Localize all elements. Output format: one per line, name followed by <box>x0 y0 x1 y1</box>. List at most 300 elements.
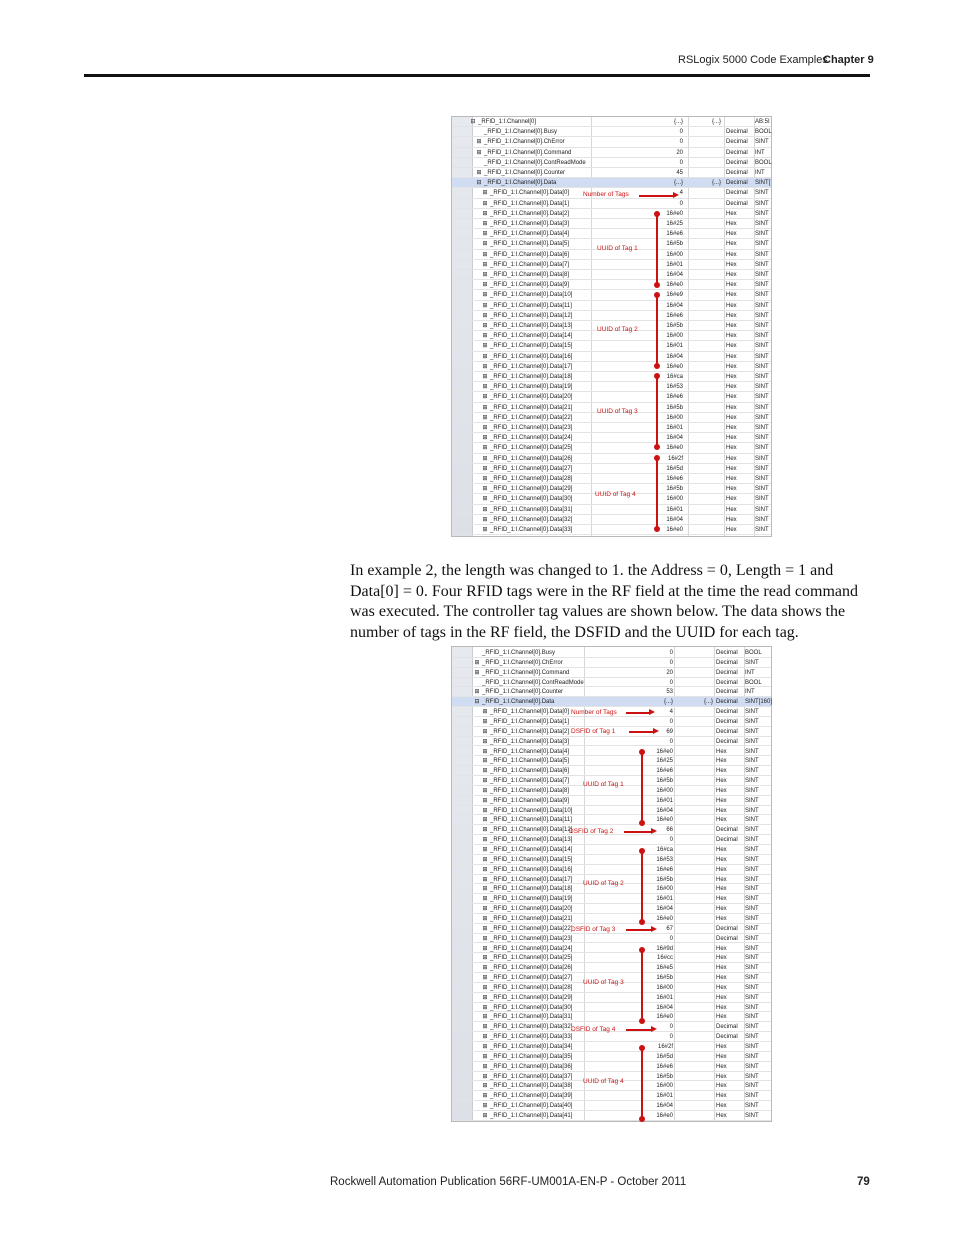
tag-style: Hex <box>726 404 737 411</box>
tag-style: Hex <box>716 1004 727 1011</box>
tag-row[interactable] <box>452 687 771 697</box>
expand-toggle-icon[interactable]: ⊞ <box>482 476 488 482</box>
tag-name: _RFID_1:I.Channel[0].Data[4] <box>490 748 570 755</box>
tag-data-type: SINT <box>745 1093 759 1100</box>
tag-style: Hex <box>716 1014 727 1021</box>
tag-value: 16#04 <box>656 1004 673 1011</box>
tag-value: 69 <box>666 728 673 735</box>
tag-data-type: SINT <box>755 465 769 472</box>
tag-row[interactable] <box>452 1091 771 1101</box>
tag-style: Hex <box>726 465 737 472</box>
tag-name: _RFID_1:I.Channel[0].Command <box>484 149 572 156</box>
tag-name: _RFID_1:I.Channel[0].Command <box>482 669 570 676</box>
expand-toggle-icon[interactable]: ⊞ <box>474 659 480 666</box>
tag-value: 67 <box>666 925 673 932</box>
tag-row[interactable] <box>452 137 771 147</box>
tag-row[interactable] <box>452 199 771 209</box>
tag-name: _RFID_1:I.Channel[0].Data[6] <box>490 251 570 258</box>
expand-toggle-icon[interactable]: ⊞ <box>482 876 488 883</box>
tag-row[interactable] <box>452 229 771 239</box>
tag-name: _RFID_1:I.Channel[0].ChError <box>484 139 565 146</box>
tag-data-type: BOOL <box>745 650 762 656</box>
tag-row[interactable] <box>452 362 771 372</box>
tag-style: Hex <box>716 787 727 794</box>
tag-row[interactable] <box>452 158 771 168</box>
tag-row[interactable] <box>452 934 771 944</box>
tag-row[interactable] <box>452 454 771 464</box>
expand-toggle-icon[interactable]: ⊞ <box>482 718 488 725</box>
expand-toggle-icon[interactable]: ⊞ <box>482 738 488 745</box>
tag-style: Decimal <box>726 139 748 146</box>
tag-style: Hex <box>716 817 727 824</box>
tag-row[interactable] <box>452 168 771 178</box>
expand-toggle-icon[interactable]: ⊞ <box>482 394 488 401</box>
tag-row[interactable] <box>452 280 771 290</box>
tag-data-type: SINT <box>755 455 769 462</box>
expand-toggle-icon[interactable]: ⊞ <box>482 1034 488 1041</box>
expand-toggle-icon[interactable]: ⊞ <box>482 1014 488 1021</box>
expand-toggle-icon[interactable] <box>475 158 483 168</box>
tag-row[interactable] <box>452 127 771 137</box>
tag-value: 16#04 <box>666 272 683 278</box>
annotation-arrow <box>626 1029 652 1031</box>
tag-row[interactable] <box>452 209 771 219</box>
expand-toggle-icon[interactable]: ⊞ <box>482 302 488 309</box>
tag-row[interactable] <box>452 865 771 875</box>
tag-row[interactable] <box>452 855 771 865</box>
expand-toggle-icon[interactable]: ⊞ <box>474 689 480 696</box>
expand-toggle-icon[interactable]: ⊞ <box>482 709 488 716</box>
tag-data-type: SINT <box>755 363 769 370</box>
page-number: 79 <box>857 1176 870 1188</box>
tag-value: 16#04 <box>666 302 683 309</box>
tag-row[interactable] <box>452 1042 771 1052</box>
tag-row[interactable] <box>452 648 771 658</box>
tag-row[interactable] <box>452 806 771 816</box>
tag-style: Hex <box>716 778 727 785</box>
expand-toggle-icon[interactable]: ⊞ <box>482 190 488 197</box>
tag-value: 0 <box>669 679 673 686</box>
expand-toggle-icon[interactable]: ⊞ <box>482 527 488 533</box>
tag-name: _RFID_1:I.Channel[0].Data[22] <box>490 925 573 932</box>
tag-value: 16#00 <box>656 1083 673 1090</box>
expand-toggle-icon[interactable]: ⊞ <box>482 817 488 824</box>
tag-row[interactable] <box>452 341 771 351</box>
expand-toggle-icon[interactable]: ⊞ <box>482 1004 488 1011</box>
expand-toggle-icon[interactable]: ⊞ <box>476 170 482 176</box>
tag-row[interactable] <box>452 1032 771 1042</box>
expand-toggle-icon[interactable]: ⊞ <box>482 1083 488 1090</box>
tag-style: Decimal <box>716 679 738 686</box>
tag-row[interactable] <box>452 953 771 963</box>
expand-toggle-icon[interactable]: ⊞ <box>482 837 488 844</box>
tag-data-type: SINT <box>755 241 769 248</box>
tag-data-type: INT <box>745 689 755 696</box>
tag-row[interactable] <box>452 515 771 525</box>
tag-row[interactable] <box>452 904 771 914</box>
tag-data-type: SINT <box>745 935 759 942</box>
tag-style: Decimal <box>716 650 738 656</box>
tag-row[interactable] <box>452 352 771 362</box>
expand-toggle-icon[interactable]: ⊞ <box>482 787 488 794</box>
expand-toggle-icon[interactable]: ⊞ <box>482 1093 488 1100</box>
tag-data-type: SINT <box>755 527 769 533</box>
expand-toggle-icon[interactable]: ⊞ <box>482 925 488 932</box>
expand-toggle-icon[interactable]: ⊞ <box>482 435 488 442</box>
tag-value: 16#5b <box>666 323 683 329</box>
tag-name: _RFID_1:I.Channel[0].Data[38] <box>490 1083 573 1090</box>
expand-toggle-icon[interactable]: ⊞ <box>482 241 488 248</box>
expand-toggle-icon[interactable]: ⊞ <box>482 984 488 991</box>
expand-toggle-icon[interactable] <box>473 648 481 658</box>
expand-toggle-icon[interactable]: ⊞ <box>482 210 488 217</box>
tag-name: _RFID_1:I.Channel[0].Data[33] <box>490 527 573 533</box>
tag-data-type: SINT <box>745 748 759 755</box>
tag-row[interactable] <box>452 260 771 270</box>
tag-data-type: SINT <box>755 323 769 329</box>
tag-name: _RFID_1:I.Channel[0].Data[35] <box>490 1053 573 1060</box>
tag-name: _RFID_1:I.Channel[0].Data[39] <box>490 1093 573 1100</box>
tag-style: Hex <box>726 353 737 360</box>
tag-value: 53 <box>666 689 673 696</box>
tag-data-type: BOOL <box>755 129 772 136</box>
tag-style: Hex <box>726 445 737 452</box>
tag-row[interactable] <box>452 1052 771 1062</box>
tag-data-type: SINT <box>745 768 759 775</box>
tag-value: 16#00 <box>656 787 673 794</box>
tag-row[interactable] <box>452 178 771 188</box>
expand-toggle-icon[interactable]: ⊞ <box>482 200 488 207</box>
tag-value: 16#00 <box>666 496 683 503</box>
tag-style: Decimal <box>716 709 738 716</box>
tag-row[interactable] <box>452 678 771 688</box>
tag-name: _RFID_1:I.Channel[0].Data[25] <box>490 445 573 452</box>
tag-data-type: SINT <box>755 251 769 258</box>
tag-row[interactable] <box>452 525 771 535</box>
tag-data-type: SINT <box>745 1014 759 1021</box>
tag-style: Hex <box>716 906 727 913</box>
expand-toggle-icon[interactable] <box>473 678 481 688</box>
expand-toggle-icon[interactable]: ⊞ <box>482 486 488 493</box>
expand-toggle-icon[interactable]: ⊞ <box>482 353 488 360</box>
tag-style: Hex <box>716 994 727 1001</box>
tag-name: _RFID_1:I.Channel[0].Data[22] <box>490 414 573 421</box>
tag-style: Hex <box>716 866 727 873</box>
tag-style: Hex <box>716 807 727 814</box>
controller-tags-screenshot-1 <box>451 116 772 537</box>
tag-style: Hex <box>716 984 727 991</box>
tag-value: 0 <box>669 1034 673 1041</box>
tag-row[interactable] <box>452 148 771 158</box>
tag-row[interactable] <box>452 270 771 280</box>
tag-name: _RFID_1:I.Channel[0].Busy <box>482 650 556 656</box>
tag-row[interactable] <box>452 382 771 392</box>
tag-value: 16#04 <box>656 807 673 814</box>
expand-toggle-icon[interactable]: ⊞ <box>482 425 488 431</box>
tag-name: _RFID_1:I.Channel[0].Data[4] <box>490 231 570 238</box>
tag-row[interactable] <box>452 1111 771 1121</box>
tag-value: 16#cc <box>656 955 673 962</box>
tag-value: 16#2f <box>657 1044 673 1050</box>
tag-style: Hex <box>726 221 737 227</box>
expand-toggle-icon[interactable]: ⊞ <box>482 1063 488 1070</box>
tag-data-type: SINT <box>755 333 769 340</box>
tag-value: 16#04 <box>656 1103 673 1110</box>
annotation-arrow <box>626 712 650 714</box>
tag-row[interactable] <box>452 474 771 484</box>
body-paragraph: In example 2, the length was changed to 1. the Address = 0, Length = 1 and Data[0] = 0. Four RFID tags were in the RF field at the time the read command was executed. The controller tag values are shown below. The data shows the number of tags in the RF field, the DSFID and the UUID for each tag. <box>350 562 859 641</box>
tag-data-type: SINT <box>745 1024 759 1031</box>
expand-toggle-icon[interactable]: ⊞ <box>482 404 488 411</box>
expand-toggle-icon[interactable]: ⊞ <box>476 149 482 156</box>
tag-row[interactable] <box>452 993 771 1003</box>
expand-toggle-icon[interactable]: ⊞ <box>482 445 488 452</box>
tag-row[interactable] <box>452 443 771 453</box>
expand-toggle-icon[interactable]: ⊞ <box>482 975 488 982</box>
tag-data-type: SINT <box>745 856 759 863</box>
tag-value: 16#00 <box>656 886 673 893</box>
expand-toggle-icon[interactable]: ⊞ <box>482 465 488 472</box>
tag-data-type: SINT <box>745 807 759 814</box>
tag-row[interactable] <box>452 372 771 382</box>
tag-data-type: SINT[ <box>755 180 771 187</box>
tag-value: 0 <box>669 718 673 725</box>
tag-style: Hex <box>726 241 737 248</box>
expand-toggle-icon[interactable]: ⊞ <box>482 1044 488 1050</box>
tag-style: Hex <box>726 343 737 350</box>
expand-toggle-icon[interactable]: ⊞ <box>482 363 488 370</box>
expand-toggle-icon[interactable]: ⊞ <box>482 251 488 258</box>
tag-data-type: SINT <box>745 758 759 765</box>
annotation-uuid-tag-2: UUID of Tag 2 <box>583 880 624 887</box>
tag-name: _RFID_1:I.Channel[0].Data[27] <box>490 465 573 472</box>
tag-data-type: SINT <box>745 797 759 804</box>
tag-data-type: SINT <box>745 709 759 716</box>
expand-toggle-icon[interactable]: ⊞ <box>482 1053 488 1060</box>
expand-toggle-icon[interactable]: ⊟ <box>474 699 480 706</box>
tag-row[interactable] <box>452 845 771 855</box>
tag-row[interactable] <box>452 117 771 127</box>
expand-toggle-icon[interactable]: ⊞ <box>482 292 488 299</box>
annotation-uuid-tag-3: UUID of Tag 3 <box>583 979 624 986</box>
tag-data-type: SINT <box>755 394 769 401</box>
expand-toggle-icon[interactable]: ⊞ <box>482 994 488 1001</box>
tag-row[interactable] <box>452 1062 771 1072</box>
tag-name: _RFID_1:I.Channel[0].Data[18] <box>490 374 573 380</box>
tag-value: 16#5b <box>656 778 673 785</box>
expand-toggle-icon[interactable]: ⊞ <box>482 323 488 329</box>
expand-toggle-icon[interactable]: ⊞ <box>482 496 488 503</box>
expand-toggle-icon[interactable]: ⊞ <box>482 374 488 380</box>
expand-toggle-icon[interactable]: ⊞ <box>482 807 488 814</box>
running-header-title: RSLogix 5000 Code Examples <box>678 54 828 66</box>
expand-toggle-icon[interactable]: ⊞ <box>482 915 488 922</box>
expand-toggle-icon[interactable]: ⊞ <box>482 312 488 319</box>
tag-row[interactable] <box>452 658 771 668</box>
annotation-arrow <box>624 831 652 833</box>
tag-name: _RFID_1:I.Channel[0].ContReadMode <box>484 159 586 166</box>
tag-row[interactable] <box>452 668 771 678</box>
tag-name: _RFID_1:I.Channel[0].Data[19] <box>490 896 573 903</box>
tag-style: Decimal <box>716 1024 738 1031</box>
tag-row[interactable] <box>452 796 771 806</box>
tag-row[interactable] <box>452 756 771 766</box>
tag-value: 16#e0 <box>656 817 673 824</box>
expand-toggle-icon[interactable]: ⊞ <box>482 261 488 268</box>
expand-toggle-icon[interactable]: ⊞ <box>482 506 488 513</box>
tag-value: 16#e6 <box>656 866 673 873</box>
tag-style: Hex <box>716 975 727 982</box>
tag-name: _RFID_1:I.Channel[0].Data[26] <box>490 965 573 972</box>
tag-row[interactable] <box>452 392 771 402</box>
expand-toggle-icon[interactable]: ⊞ <box>482 758 488 765</box>
expand-toggle-icon[interactable]: ⊟ <box>476 180 482 187</box>
tag-value: 16#5b <box>656 876 673 883</box>
expand-toggle-icon[interactable]: ⊞ <box>482 272 488 278</box>
expand-toggle-icon[interactable]: ⊞ <box>482 1073 488 1080</box>
tag-style: Decimal <box>716 925 738 932</box>
expand-toggle-icon[interactable]: ⊞ <box>482 896 488 903</box>
tag-row[interactable] <box>452 1003 771 1013</box>
expand-toggle-icon[interactable]: ⊞ <box>482 768 488 775</box>
tag-value: 16#00 <box>666 251 683 258</box>
annotation-uuid-tag-4: UUID of Tag 4 <box>595 491 636 498</box>
tag-row[interactable] <box>452 697 771 707</box>
expand-toggle-icon[interactable]: ⊞ <box>482 343 488 350</box>
tag-style: Decimal <box>716 689 738 696</box>
tag-name: _RFID_1:I.Channel[0].Data[12] <box>490 827 573 834</box>
tag-row[interactable] <box>452 944 771 954</box>
tag-row[interactable] <box>452 464 771 474</box>
tag-value: 16#5b <box>666 241 683 248</box>
expand-toggle-icon[interactable]: ⊞ <box>482 866 488 873</box>
tag-row[interactable] <box>452 290 771 300</box>
tag-row[interactable] <box>452 1012 771 1022</box>
tag-name: _RFID_1:I.Channel[0].Data[34] <box>490 1044 573 1050</box>
tag-row[interactable] <box>452 219 771 229</box>
tag-data-type: BOOL <box>755 159 772 166</box>
tag-row[interactable] <box>452 963 771 973</box>
tag-value: 0 <box>669 1024 673 1031</box>
tag-row[interactable] <box>452 894 771 904</box>
header-rule <box>84 74 870 77</box>
tag-name: _RFID_1:I.Channel[0].Data[17] <box>490 876 573 883</box>
tag-name: _RFID_1:I.Channel[0].Data[30] <box>490 1004 573 1011</box>
expand-toggle-icon[interactable]: ⊞ <box>482 1024 488 1031</box>
expand-toggle-icon[interactable]: ⊞ <box>482 221 488 227</box>
tag-name: _RFID_1:I.Channel[0].Data[28] <box>490 984 573 991</box>
tag-value: 16#2f <box>667 455 683 462</box>
expand-toggle-icon[interactable]: ⊞ <box>482 1112 488 1119</box>
expand-toggle-icon[interactable]: ⊞ <box>482 935 488 942</box>
tag-name: _RFID_1:I.Channel[0].Data <box>484 180 557 187</box>
tag-data-type: SINT <box>745 1103 759 1110</box>
tag-row[interactable] <box>452 311 771 321</box>
tag-data-type: SINT <box>745 1063 759 1070</box>
tag-value: 16#01 <box>656 1093 673 1100</box>
expand-toggle-icon[interactable]: ⊟ <box>470 119 476 125</box>
tag-style: Hex <box>716 1044 727 1050</box>
tag-name: _RFID_1:I.Channel[0].Data[10] <box>490 292 573 299</box>
tag-style: Hex <box>716 1103 727 1110</box>
tag-row[interactable] <box>452 1101 771 1111</box>
tag-row[interactable] <box>452 914 771 924</box>
tag-data-type: INT <box>755 170 765 176</box>
tag-name: _RFID_1:I.Channel[0].Data[16] <box>490 866 573 873</box>
annotation-uuid-tag-3: UUID of Tag 3 <box>597 408 638 415</box>
expand-toggle-icon[interactable]: ⊞ <box>482 797 488 804</box>
tag-row[interactable] <box>452 747 771 757</box>
expand-toggle-icon[interactable] <box>475 127 483 137</box>
tag-row[interactable] <box>452 433 771 443</box>
expand-toggle-icon[interactable]: ⊞ <box>482 1103 488 1110</box>
tag-row[interactable] <box>452 717 771 727</box>
expand-toggle-icon[interactable]: ⊞ <box>482 955 488 962</box>
tag-style: Hex <box>726 302 737 309</box>
expand-toggle-icon[interactable]: ⊞ <box>482 778 488 785</box>
expand-toggle-icon[interactable]: ⊞ <box>482 965 488 972</box>
tag-style: Hex <box>726 516 737 523</box>
expand-toggle-icon[interactable]: ⊞ <box>482 906 488 913</box>
expand-toggle-icon[interactable]: ⊞ <box>482 333 488 340</box>
tag-style: Hex <box>726 435 737 442</box>
expand-toggle-icon[interactable]: ⊞ <box>482 414 488 421</box>
expand-toggle-icon[interactable]: ⊞ <box>482 886 488 893</box>
tag-value: 16#e0 <box>666 527 683 533</box>
tag-style: Hex <box>726 425 737 431</box>
expand-toggle-icon[interactable]: ⊞ <box>482 748 488 755</box>
tag-style: Decimal <box>716 827 738 834</box>
expand-toggle-icon[interactable]: ⊞ <box>474 669 480 676</box>
tag-name: _RFID_1:I.Channel[0].Data[15] <box>490 856 573 863</box>
tag-value: 16#e9 <box>666 292 683 299</box>
tag-value: 66 <box>666 827 673 834</box>
tag-row[interactable] <box>452 737 771 747</box>
tag-row[interactable] <box>452 835 771 845</box>
tag-row[interactable] <box>452 301 771 311</box>
expand-toggle-icon[interactable]: ⊞ <box>482 282 488 289</box>
tag-value: {...} <box>673 180 683 187</box>
tag-name: _RFID_1:I.Channel[0].Data[37] <box>490 1073 573 1080</box>
tag-row[interactable] <box>452 815 771 825</box>
tag-name: _RFID_1:I.Channel[0].Data[15] <box>490 343 573 350</box>
expand-toggle-icon[interactable]: ⊞ <box>482 827 488 834</box>
tag-row[interactable] <box>452 505 771 515</box>
tag-style: Hex <box>716 1053 727 1060</box>
tag-value: 16#5b <box>656 975 673 982</box>
expand-toggle-icon[interactable]: ⊞ <box>482 231 488 238</box>
expand-toggle-icon[interactable]: ⊞ <box>482 728 488 735</box>
annotation-bracket <box>641 1047 643 1120</box>
tag-row[interactable] <box>452 766 771 776</box>
expand-toggle-icon[interactable]: ⊞ <box>482 847 488 853</box>
tag-style: Hex <box>726 455 737 462</box>
expand-toggle-icon[interactable]: ⊞ <box>482 455 488 462</box>
tag-style: Hex <box>726 272 737 278</box>
tag-data-type: SINT <box>745 1004 759 1011</box>
tag-row[interactable] <box>452 423 771 433</box>
expand-toggle-icon[interactable]: ⊞ <box>482 384 488 391</box>
expand-toggle-icon[interactable]: ⊞ <box>476 139 482 146</box>
annotation-number-of-tags: Number of Tags <box>583 191 629 198</box>
tag-data-type: SINT <box>755 231 769 238</box>
expand-toggle-icon[interactable]: ⊞ <box>482 856 488 863</box>
tag-data-type: SINT <box>745 866 759 873</box>
expand-toggle-icon[interactable]: ⊞ <box>482 516 488 523</box>
expand-toggle-icon[interactable]: ⊞ <box>482 945 488 952</box>
tag-style: Hex <box>716 758 727 765</box>
tag-name: _RFID_1:I.Channel[0].Data[32] <box>490 516 573 523</box>
